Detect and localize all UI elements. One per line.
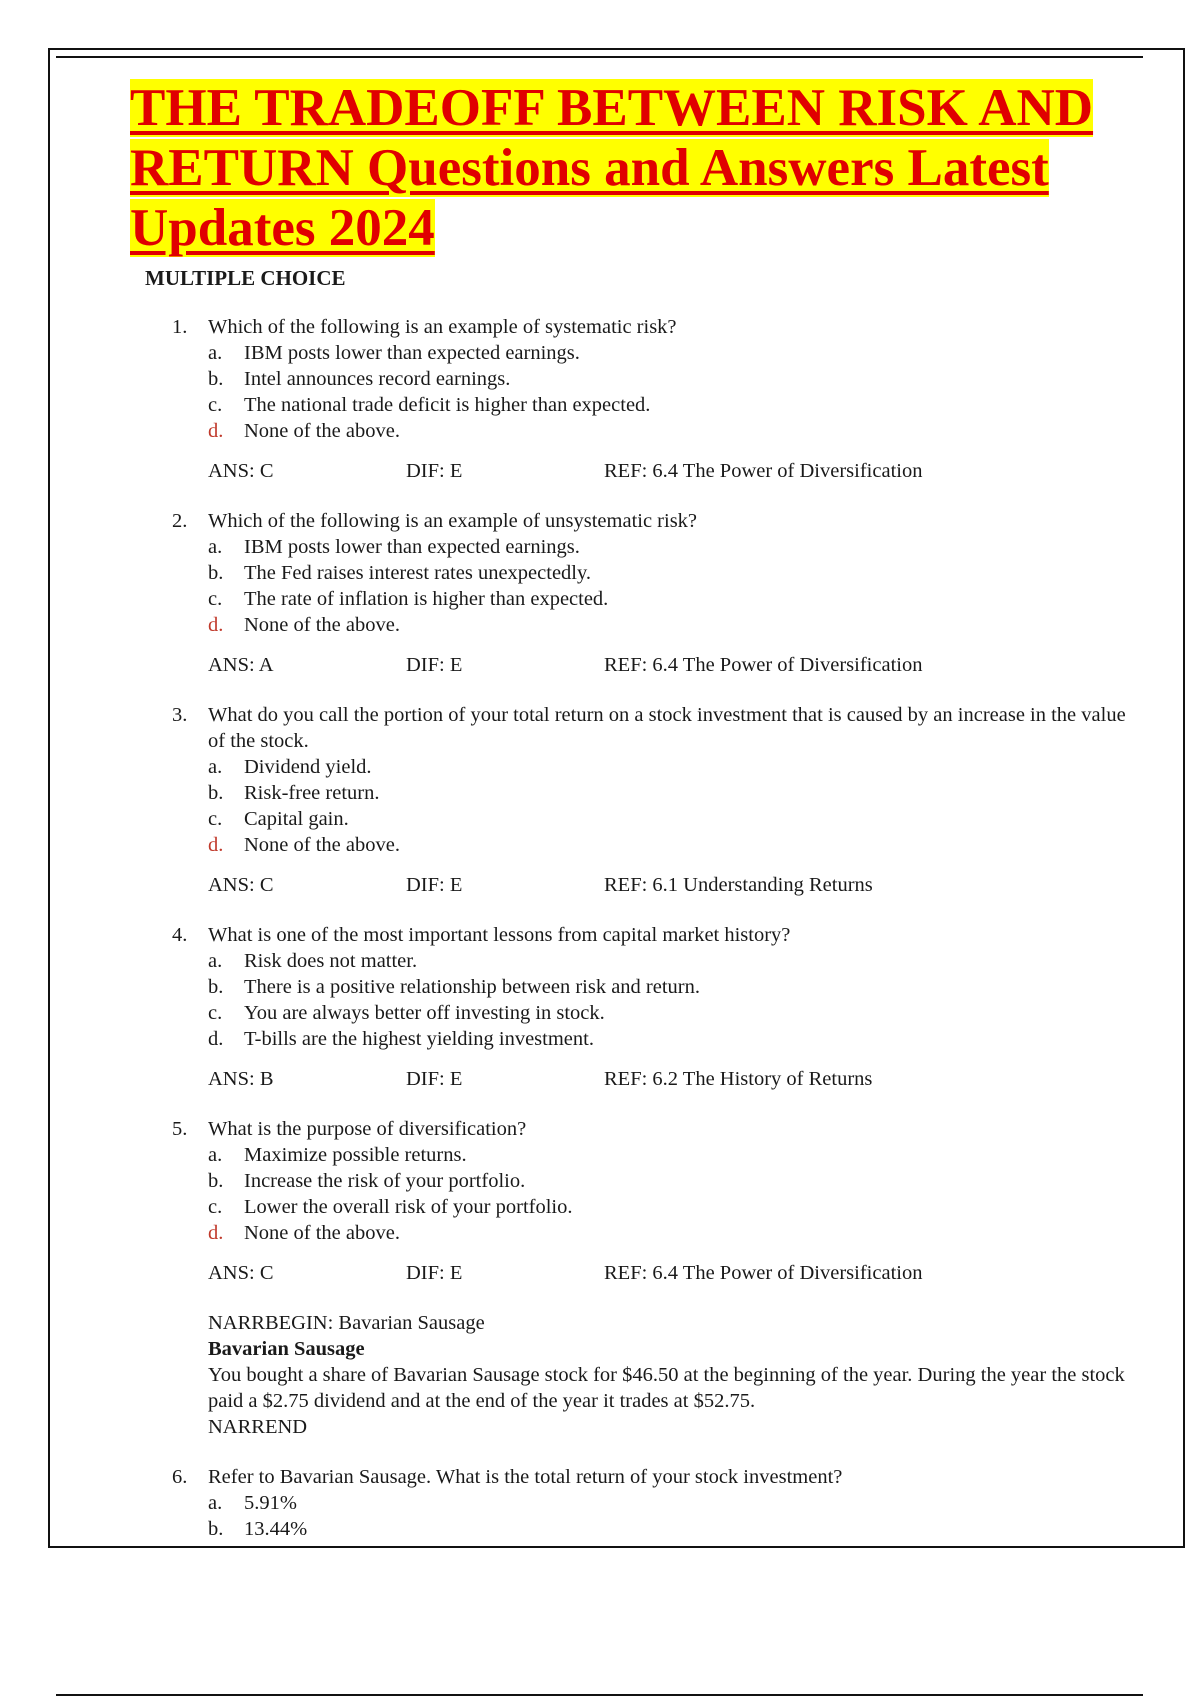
option-c: c. Capital gain. bbox=[208, 808, 349, 830]
option-a: a. 5.91% bbox=[208, 1492, 297, 1514]
option-b: b. There is a positive relationship between risk and return. bbox=[208, 976, 700, 998]
option-d: d. T-bills are the highest yielding investment. bbox=[208, 1028, 594, 1050]
reference: REF: 6.2 The History of Returns bbox=[604, 1068, 873, 1090]
option-a: a. Risk does not matter. bbox=[208, 950, 418, 972]
narrative-begin: NARRBEGIN: Bavarian Sausage bbox=[208, 1312, 485, 1334]
question-2 bbox=[172, 508, 1132, 678]
answer: ANS: C bbox=[208, 1262, 274, 1284]
question-text: What is one of the most important lessons from capital market history? bbox=[208, 924, 791, 946]
reference: REF: 6.4 The Power of Diversification bbox=[604, 654, 923, 676]
question-list bbox=[172, 314, 1132, 1566]
option-a: a. Maximize possible returns. bbox=[208, 1144, 467, 1166]
section-heading: MULTIPLE CHOICE bbox=[145, 266, 346, 290]
question-text: Refer to Bavarian Sausage. What is the total return of your stock investment? bbox=[208, 1466, 843, 1488]
answer: ANS: C bbox=[208, 874, 274, 896]
question-text: What do you call the portion of your total return on a stock investment that is caused by an increase in the value of the stock. bbox=[208, 704, 1126, 752]
option-b: b. 13.44% bbox=[208, 1518, 308, 1540]
option-d: d. None of the above. bbox=[208, 420, 400, 442]
answer-line bbox=[208, 1260, 1132, 1286]
question-number: 3. bbox=[172, 704, 188, 726]
question-number: 1. bbox=[172, 316, 188, 338]
reference: REF: 6.1 Understanding Returns bbox=[604, 874, 873, 896]
question-4 bbox=[172, 922, 1132, 1092]
question-number: 4. bbox=[172, 924, 188, 946]
question-number: 2. bbox=[172, 510, 188, 532]
question-number: 5. bbox=[172, 1118, 188, 1140]
difficulty: DIF: E bbox=[406, 1262, 463, 1284]
option-b: b. Intel announces record earnings. bbox=[208, 368, 511, 390]
question-1 bbox=[172, 314, 1132, 484]
reference: REF: 6.4 The Power of Diversification bbox=[604, 460, 923, 482]
option-b: b. The Fed raises interest rates unexpectedly. bbox=[208, 562, 592, 584]
answer: ANS: B bbox=[208, 1068, 274, 1090]
narrative-body: You bought a share of Bavarian Sausage stock for $46.50 at the beginning of the year. During the year the stock paid a $2.75 dividend and at the end of the year it trades at $52.75. bbox=[208, 1364, 1125, 1412]
question-6 bbox=[172, 1464, 1132, 1542]
difficulty: DIF: E bbox=[406, 654, 463, 676]
answer-line bbox=[208, 652, 1132, 678]
narrative-end: NARREND bbox=[208, 1416, 308, 1438]
question-text: What is the purpose of diversification? bbox=[208, 1118, 527, 1140]
option-c: c. The national trade deficit is higher than expected. bbox=[208, 394, 651, 416]
difficulty: DIF: E bbox=[406, 460, 463, 482]
option-a: a. IBM posts lower than expected earnings. bbox=[208, 536, 580, 558]
narrative-block bbox=[208, 1310, 1132, 1440]
document-title: THE TRADEOFF BETWEEN RISK AND RETURN Questions and Answers Latest Updates 2024 bbox=[130, 79, 1094, 257]
option-c: c. You are always better off investing in stock. bbox=[208, 1002, 605, 1024]
option-c: c. Lower the overall risk of your portfolio. bbox=[208, 1196, 573, 1218]
option-d: d. None of the above. bbox=[208, 834, 400, 856]
answer-line bbox=[208, 872, 1132, 898]
question-text: Which of the following is an example of unsystematic risk? bbox=[208, 510, 698, 532]
question-5 bbox=[172, 1116, 1132, 1286]
answer-line bbox=[208, 1066, 1132, 1092]
reference: REF: 6.4 The Power of Diversification bbox=[604, 1262, 923, 1284]
option-a: a. IBM posts lower than expected earnings. bbox=[208, 342, 580, 364]
question-number: 6. bbox=[172, 1466, 188, 1488]
answer: ANS: C bbox=[208, 460, 274, 482]
difficulty: DIF: E bbox=[406, 874, 463, 896]
narrative-heading: Bavarian Sausage bbox=[208, 1338, 365, 1360]
difficulty: DIF: E bbox=[406, 1068, 463, 1090]
option-d: d. None of the above. bbox=[208, 1222, 400, 1244]
question-3 bbox=[172, 702, 1132, 898]
answer: ANS: A bbox=[208, 654, 274, 676]
answer-line bbox=[208, 458, 1132, 484]
option-b: b. Increase the risk of your portfolio. bbox=[208, 1170, 526, 1192]
option-b: b. Risk-free return. bbox=[208, 782, 380, 804]
bottom-rule bbox=[56, 1694, 1143, 1696]
option-d: d. None of the above. bbox=[208, 614, 400, 636]
option-a: a. Dividend yield. bbox=[208, 756, 372, 778]
option-c: c. The rate of inflation is higher than expected. bbox=[208, 588, 609, 610]
question-text: Which of the following is an example of systematic risk? bbox=[208, 316, 677, 338]
